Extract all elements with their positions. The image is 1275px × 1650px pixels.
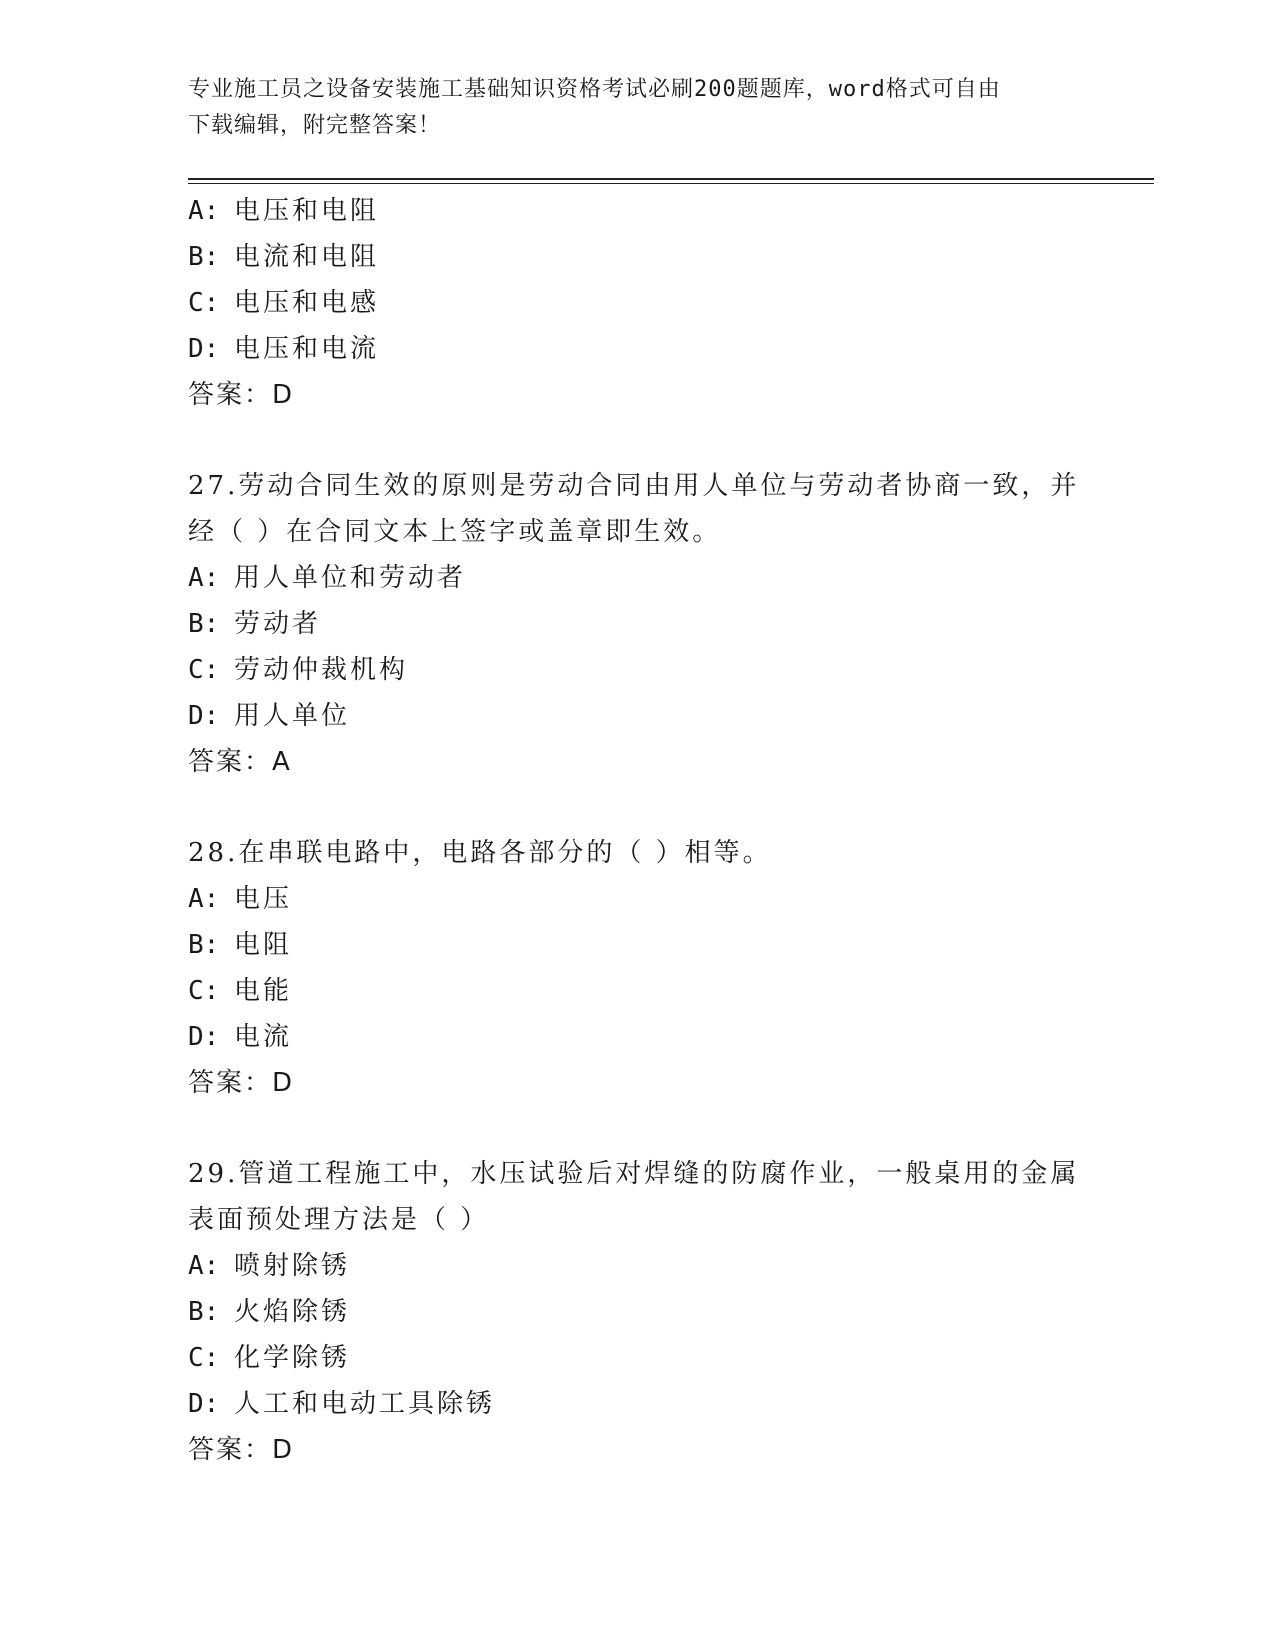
option-c: [188, 968, 1088, 1014]
option-text: 用人单位: [234, 701, 351, 731]
option-letter: B:: [188, 930, 220, 960]
question-text-line-2: 表面预处理方法是（ ）: [188, 1205, 490, 1235]
option-text: 电阻: [234, 930, 293, 960]
option-letter: D:: [188, 1022, 220, 1052]
question-text-line-2: 经（ ）在合同文本上签字或盖章即生效。: [188, 517, 722, 547]
option-text: 电压和电流: [234, 334, 380, 364]
option-a: [188, 555, 1088, 601]
option-text: 化学除锈: [234, 1343, 351, 1373]
option-b: [188, 1289, 1088, 1335]
option-letter: A:: [188, 196, 220, 226]
header-line-2: 下载编辑，附完整答案！: [188, 113, 442, 138]
question-text-line-1: 28.在串联电路中，电路各部分的（ ）相等。: [188, 838, 772, 868]
option-b: [188, 601, 1088, 647]
option-letter: D:: [188, 701, 220, 731]
option-text: 火焰除锈: [234, 1297, 351, 1327]
document-header: [188, 72, 1088, 144]
option-letter: D:: [188, 334, 220, 364]
option-text: 劳动者: [234, 609, 322, 639]
option-text: 电压和电阻: [234, 196, 380, 226]
question-26: [188, 188, 1088, 418]
option-a: [188, 876, 1088, 922]
option-text: 喷射除锈: [234, 1251, 351, 1281]
option-text: 电流和电阻: [234, 242, 380, 272]
option-d: [188, 1014, 1088, 1060]
option-d: [188, 693, 1088, 739]
header-rule-thick: [188, 178, 1154, 180]
option-letter: C:: [188, 1343, 220, 1373]
option-c: [188, 280, 1088, 326]
option-text: 用人单位和劳动者: [234, 563, 467, 593]
question-28: [188, 830, 1088, 1106]
option-d: [188, 1381, 1088, 1427]
answer-line: 答案：A: [188, 747, 292, 777]
option-b: [188, 922, 1088, 968]
answer-line: 答案：D: [188, 380, 295, 410]
option-a: [188, 188, 1088, 234]
option-letter: B:: [188, 1297, 220, 1327]
option-letter: A:: [188, 884, 220, 914]
option-text: 电能: [234, 976, 293, 1006]
question-27: [188, 463, 1088, 785]
question-text-line-1: 27.劳动合同生效的原则是劳动合同由用人单位与劳动者协商一致，并: [188, 471, 1080, 501]
option-c: [188, 647, 1088, 693]
option-letter: B:: [188, 609, 220, 639]
option-letter: B:: [188, 242, 220, 272]
option-text: 人工和电动工具除锈: [234, 1389, 496, 1419]
option-letter: A:: [188, 1251, 220, 1281]
option-text: 电流: [234, 1022, 293, 1052]
option-letter: C:: [188, 976, 220, 1006]
option-d: [188, 326, 1088, 372]
option-text: 电压: [234, 884, 293, 914]
option-b: [188, 234, 1088, 280]
question-text-line-1: 29.管道工程施工中，水压试验后对焊缝的防腐作业，一般桌用的金属: [188, 1159, 1080, 1189]
question-list: [188, 188, 1088, 1473]
header-line-1: 专业施工员之设备安装施工基础知识资格考试必刷200题题库，word格式可自由: [188, 77, 1001, 102]
option-letter: D:: [188, 1389, 220, 1419]
option-letter: C:: [188, 655, 220, 685]
answer-line: 答案：D: [188, 1068, 295, 1098]
option-letter: A:: [188, 563, 220, 593]
question-29: [188, 1151, 1088, 1473]
option-text: 电压和电感: [234, 288, 380, 318]
option-a: [188, 1243, 1088, 1289]
answer-line: 答案：D: [188, 1435, 295, 1465]
header-rule-thin: [188, 183, 1154, 184]
option-text: 劳动仲裁机构: [234, 655, 409, 685]
option-letter: C:: [188, 288, 220, 318]
option-c: [188, 1335, 1088, 1381]
